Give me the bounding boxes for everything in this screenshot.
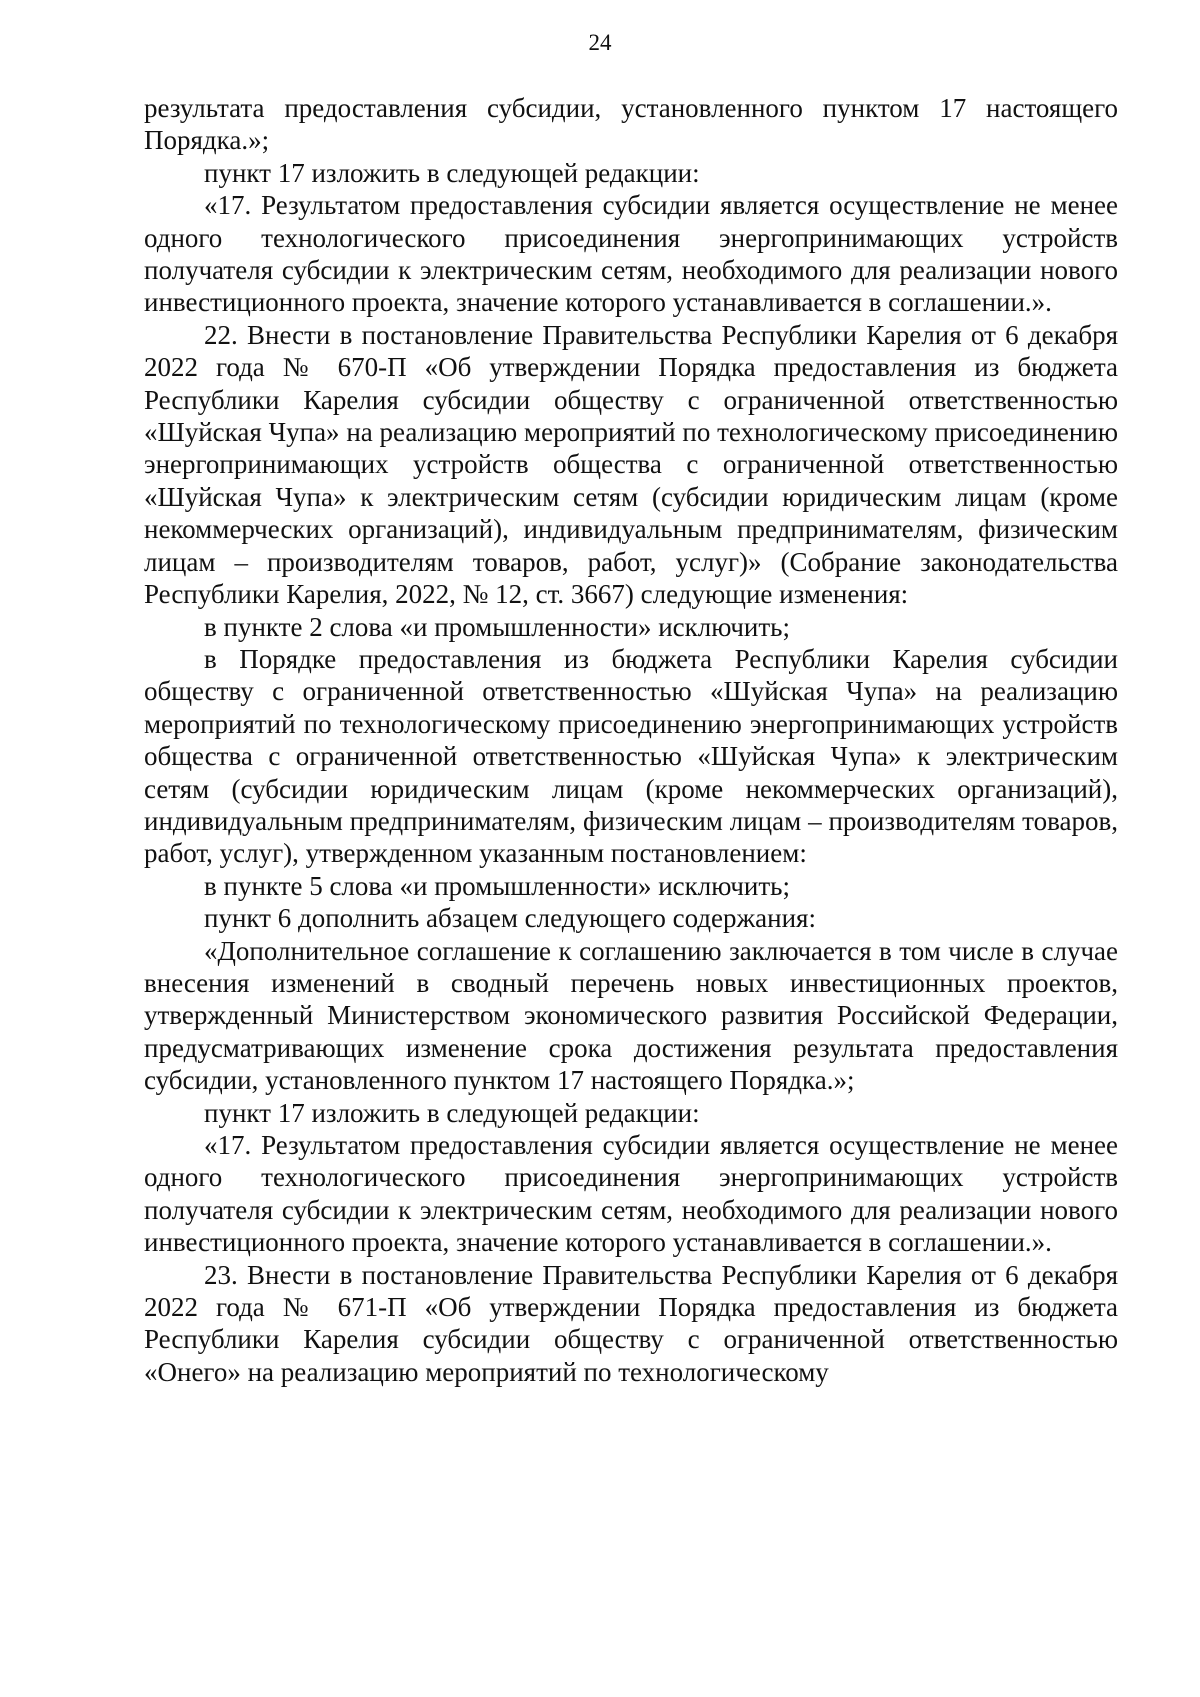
paragraph-item-6-text: «Дополнительное соглашение к соглашению заключается в том числе в случае внесения изменений в сводный перечень новых инвестиционных проектов, утвержденный Министерством экономического развития Российской Федерации, предусматривающих изменение срока достижения результата предоставления субсидии, установленного пунктом 17 настоящего Порядка.»; [144,935,1118,1096]
page-number: 24 [588,30,612,55]
paragraph-item-17-text: «17. Результатом предоставления субсидии является осуществление не менее одного технологического присоединения энергопринимающих устройств получателя субсидии к электрическим сетям, необходимого для реализации нового инвестиционного проекта, значение которого устанавливается в соглашении.». [144,190,1118,318]
paragraph-procedure-amendment: в Порядке предоставления из бюджета Республики Карелия субсидии обществу с ограниченной ответственностью «Шуйская Чупа» на реализацию мероприятий по технологическому присоединению энергопринимающих устройств общества с ограниченной ответственностью «Шуйская Чупа» к электрическим сетям (субсидии юридическим лицам (кроме некоммерческих организаций), индивидуальным предпринимателям, физическим лицам – производителям товаров, работ, услуг), утвержденном указанным постановлением: [144,643,1118,869]
paragraph-item-17-instruction-2: пункт 17 изложить в следующей редакции: [204,1097,700,1128]
paragraph-section-23: 23. Внести в постановление Правительства Республики Карелия от 6 декабря 2022 года № 671-П «Об утверждении Порядка предоставления из бюджета Республики Карелия субсидии обществу с ограниченной ответственностью «Онего» на реализацию мероприятий по технологическому [144,1259,1118,1387]
paragraph-item-2-amendment: в пункте 2 слова «и промышленности» исключить; [204,611,790,642]
paragraph-item-6-instruction: пункт 6 дополнить абзацем следующего содержания: [204,903,816,934]
document-body [144,92,1118,1388]
paragraph-item-17-instruction: пункт 17 изложить в следующей редакции: [204,157,700,188]
paragraph-item-17-text-2: «17. Результатом предоставления субсидии является осуществление не менее одного технологического присоединения энергопринимающих устройств получателя субсидии к электрическим сетям, необходимого для реализации нового инвестиционного проекта, значение которого устанавливается в соглашении.». [144,1130,1118,1258]
paragraph-section-22: 22. Внести в постановление Правительства Республики Карелия от 6 декабря 2022 года № 670-П «Об утверждении Порядка предоставления из бюджета Республики Карелия субсидии обществу с ограниченной ответственностью «Шуйская Чупа» на реализацию мероприятий по технологическому присоединению энергопринимающих устройств общества с ограниченной ответственностью «Шуйская Чупа» к электрическим сетям (субсидии юридическим лицам (кроме некоммерческих организаций), индивидуальным предпринимателям, физическим лицам – производителям товаров, работ, услуг)» (Собрание законодательства Республики Карелия, 2022, № 12, ст. 3667) следующие изменения: [144,319,1118,610]
paragraph-item-5-amendment: в пункте 5 слова «и промышленности» исключить; [204,870,790,901]
paragraph-continuation: результата предоставления субсидии, установленного пунктом 17 настоящего Порядка.»; [144,93,1118,156]
